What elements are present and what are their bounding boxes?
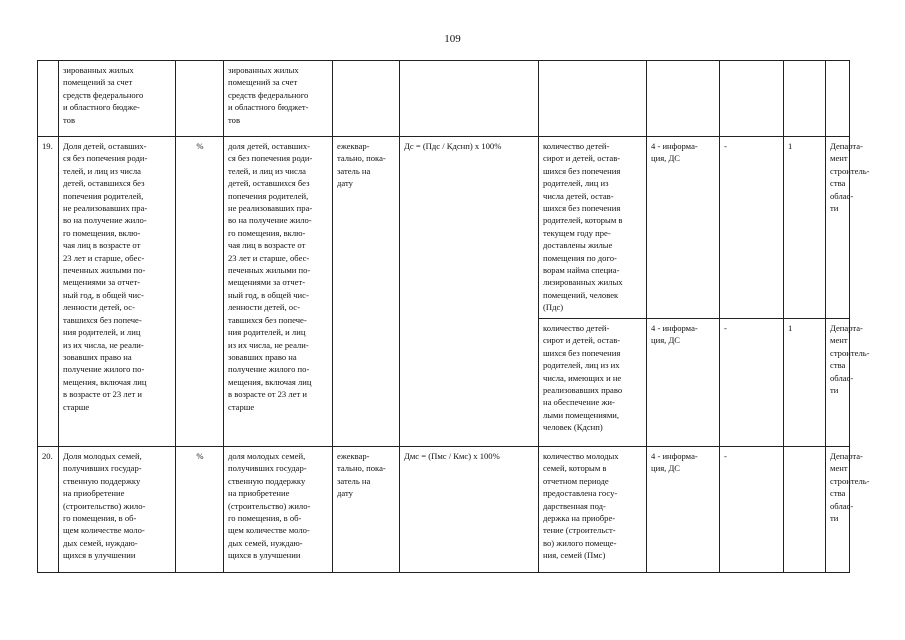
cell-col8: - [720,137,784,319]
cell-formula: Дс = (Пдс / Кдснп) х 100% [400,137,539,447]
cell-col9: 1 [784,137,826,319]
cell-col9 [784,447,826,573]
cell-col9 [784,61,826,137]
cell-name: Доля детей, оставших- ся без попечения роди- телей, и лиц из числа детей, оставшихся без попечения родителей, не реализовавших пра- во на получение жило- го помещения, вклю- чая лиц в возрасте от 23 лет и старше, обес- печенных жилыми по- мещениями за отчет- ный год, в общей чис- ленности детей, ос- тавшихся без попече- ния родителей, и лиц из их числа, не реали- зовавших право на получение жилого по- мещения, включая лиц в возрасте от 23 лет и старше [59,137,176,447]
cell-unit: % [176,447,224,573]
cell-formula: Дмс = (Пмс / Кмс) х 100% [400,447,539,573]
cell-col8 [720,61,784,137]
cell-formula [400,61,539,137]
cell-responsible: Департа- мент строитель- ства облас- ти [826,447,850,573]
cell-col8: - [720,319,784,447]
cell-method: 4 - информа- ция, ДС [647,319,720,447]
cell-definition: доля молодых семей, получивших государ- ственную поддержку на приобретение (строительство) жило- го помещения, в об- щем количестве моло- дых семей, нуждаю- щихся в улучшении [224,447,333,573]
cell-col9: 1 [784,319,826,447]
cell-basic-indicators: количество молодых семей, которым в отчетном периоде предоставлена госу- дарственная под- держка на приобре- тение (строительст- во) жилого помеще- ния, семей (Пмс) [539,447,647,573]
cell-num [38,61,59,137]
table-row-19a [38,137,850,319]
cell-name: Доля молодых семей, получивших государ- ственную поддержку на приобретение (строительство) жило- го помещения, в об- щем количестве моло- дых семей, нуждаю- щихся в улучшении [59,447,176,573]
cell-name: зированных жилых помещений за счет средств федерального и областного бюдже- тов [59,61,176,137]
cell-col8: - [720,447,784,573]
table-row-continued [38,61,850,137]
cell-num: 20. [38,447,59,573]
cell-periodicity [333,61,400,137]
cell-basic-indicators [539,61,647,137]
cell-basic-indicators: количество детей- сирот и детей, остав- шихся без попечения родителей, лиц из числа детей, остав- шихся без попечения родителей, которым в текущем году пре- доставлены жилые помещения по дого- ворам найма специа- лизированных жилых помещений, человек (Пдс) [539,137,647,319]
table-row-20 [38,447,850,573]
cell-num: 19. [38,137,59,447]
cell-basic-indicators: количество детей- сирот и детей, остав- шихся без попечения родителей, лиц из их числа, имеющих и не реализовавших право на обеспечение жи- лыми помещениями, человек (Кдснп) [539,319,647,447]
cell-responsible: Департа- мент строитель- ства облас- ти [826,137,850,319]
cell-definition: доля детей, оставших- ся без попечения роди- телей, и лиц из числа детей, оставшихся без попечения родителей, не реализовавших пра- во на получение жило- го помещения, вклю- чая лиц в возрасте от 23 лет и старше, обес- печенных жилыми по- мещениями за отчет- ный год, в общей чис- ленности детей, ос- тавшихся без попече- ния родителей, и лиц из их числа, не реали- зовавших право на получение жилого по- мещения, включая лиц в возрасте от 23 лет и старше [224,137,333,447]
cell-periodicity: ежеквар- тально, пока- затель на дату [333,447,400,573]
cell-method: 4 - информа- ция, ДС [647,447,720,573]
cell-unit [176,61,224,137]
cell-method: 4 - информа- ция, ДС [647,137,720,319]
page-number: 109 [444,33,461,45]
cell-responsible: Департа- мент строитель- ства облас- ти [826,319,850,447]
cell-unit: % [176,137,224,447]
cell-definition: зированных жилых помещений за счет средств федерального и областного бюджет- тов [224,61,333,137]
cell-responsible [826,61,850,137]
cell-method [647,61,720,137]
indicators-table [37,60,870,573]
cell-periodicity: ежеквар- тально, пока- затель на дату [333,137,400,447]
